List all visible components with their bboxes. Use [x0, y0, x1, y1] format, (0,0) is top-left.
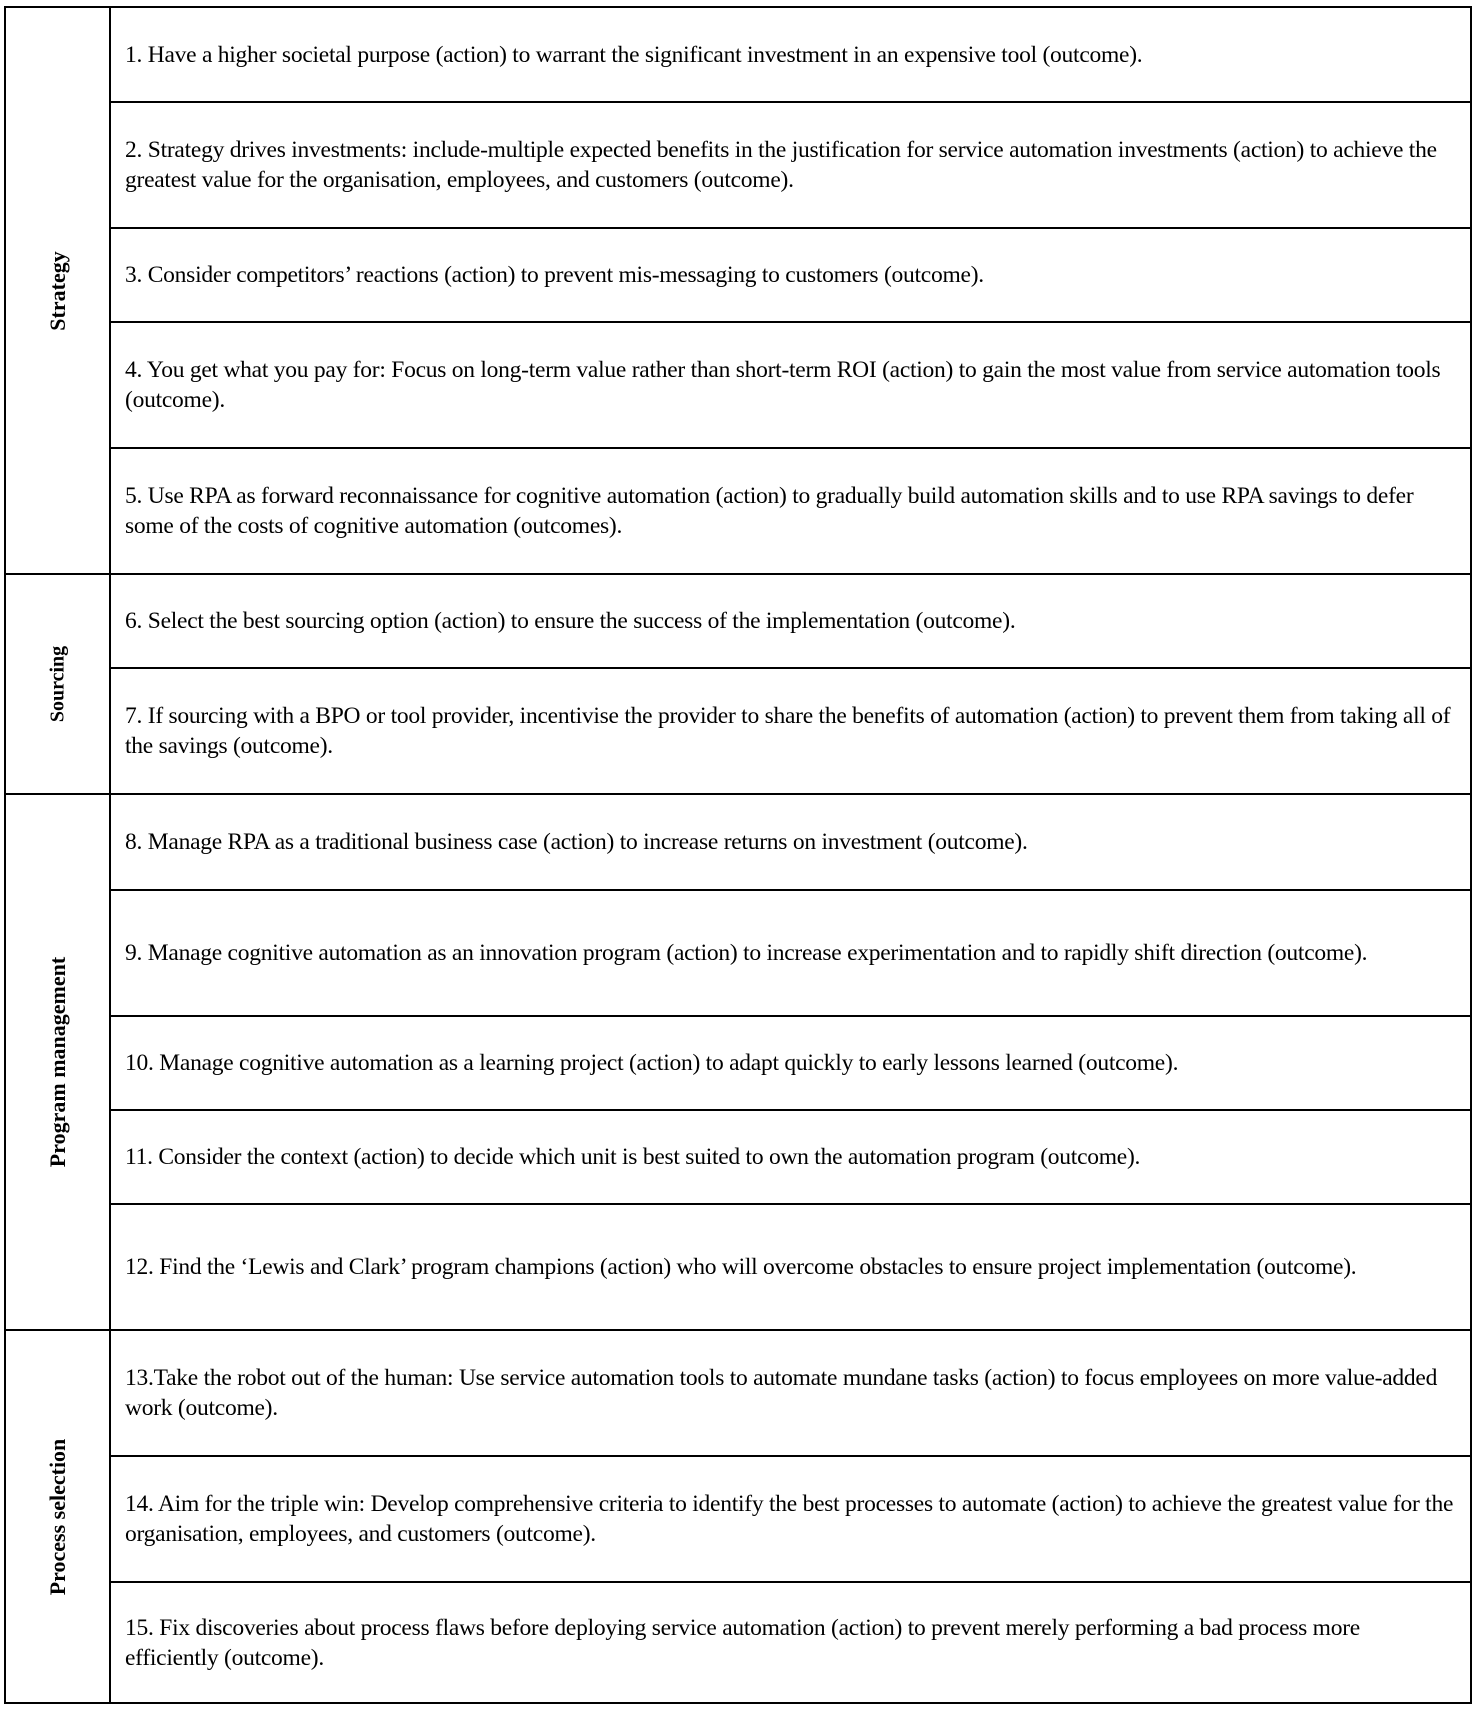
row-text: 8. Manage RPA as a traditional business case (action) to increase returns on investment (outcome).: [125, 829, 1028, 855]
table-row: [111, 669, 1470, 793]
row-text: 6. Select the best sourcing option (action) to ensure the success of the implementation (outcome).: [125, 608, 1016, 634]
group-rows: [111, 575, 1470, 793]
group-rows: [111, 795, 1470, 1329]
group-rows: [111, 8, 1470, 573]
row-text: 11. Consider the context (action) to decide which unit is best suited to own the automation program (outcome).: [125, 1144, 1141, 1170]
group-label-strategy: Strategy: [44, 250, 70, 331]
table-row: [111, 575, 1470, 669]
group-strategy: [6, 8, 1470, 575]
table-row: [111, 1583, 1470, 1702]
group-label-cell: [6, 575, 111, 793]
table-row: [111, 103, 1470, 229]
lessons-table: [4, 6, 1472, 1704]
group-process-selection: [6, 1331, 1470, 1702]
row-text: 2. Strategy drives investments: include-multiple expected benefits in the justification for service automation investments (action) to achieve the greatest value for the organisation, employees, and customers (outcome).: [125, 137, 1437, 193]
group-label-cell: [6, 8, 111, 573]
table-row: [111, 1457, 1470, 1583]
row-text: 3. Consider competitors’ reactions (action) to prevent mis-messaging to customers (outcome).: [125, 262, 984, 288]
table-row: [111, 795, 1470, 891]
group-label-process-selection: Process selection: [44, 1438, 70, 1595]
row-text: 15. Fix discoveries about process flaws before deploying service automation (action) to prevent merely performing a bad process more efficiently (outcome).: [125, 1614, 1360, 1671]
row-text: 14. Aim for the triple win: Develop comprehensive criteria to identify the best processes to automate (action) to achieve the greatest value for the organisation, employees, and customers (outcome).: [125, 1491, 1454, 1547]
table-row: [111, 1111, 1470, 1205]
table-row: [111, 229, 1470, 323]
group-sourcing: [6, 575, 1470, 795]
row-text: 10. Manage cognitive automation as a learning project (action) to adapt quickly to early lessons learned (outcome).: [125, 1050, 1179, 1076]
group-rows: [111, 1331, 1470, 1702]
table-row: [111, 891, 1470, 1017]
group-label-cell: [6, 795, 111, 1329]
table-row: [111, 1331, 1470, 1457]
group-label-program-management: Program management: [44, 956, 70, 1168]
group-label-sourcing: Sourcing: [46, 645, 68, 723]
table-row: [111, 449, 1470, 573]
row-text: 12. Find the ‘Lewis and Clark’ program champions (action) who will overcome obstacles to ensure project implementation (outcome).: [125, 1254, 1357, 1280]
table-row: [111, 1017, 1470, 1111]
table-row: [111, 8, 1470, 103]
row-text: 1. Have a higher societal purpose (action) to warrant the significant investment in an expensive tool (outcome).: [125, 41, 1143, 68]
table-row: [111, 1205, 1470, 1329]
row-text: 5. Use RPA as forward reconnaissance for cognitive automation (action) to gradually build automation skills and to use RPA savings to defer some of the costs of cognitive automation (outcomes).: [125, 483, 1414, 539]
row-text: 9. Manage cognitive automation as an innovation program (action) to increase experimentation and to rapidly shift direction (outcome).: [125, 940, 1368, 966]
row-text: 13.Take the robot out of the human: Use service automation tools to automate mundane tasks (action) to focus employees on more value-added work (outcome).: [125, 1365, 1438, 1421]
group-program-management: [6, 795, 1470, 1331]
table-row: [111, 323, 1470, 449]
group-label-cell: [6, 1331, 111, 1702]
row-text: 7. If sourcing with a BPO or tool provider, incentivise the provider to share the benefits of automation (action) to prevent them from taking all of the savings (outcome).: [125, 703, 1451, 759]
row-text: 4. You get what you pay for: Focus on long-term value rather than short-term ROI (action) to gain the most value from service automation tools (outcome).: [125, 357, 1441, 413]
